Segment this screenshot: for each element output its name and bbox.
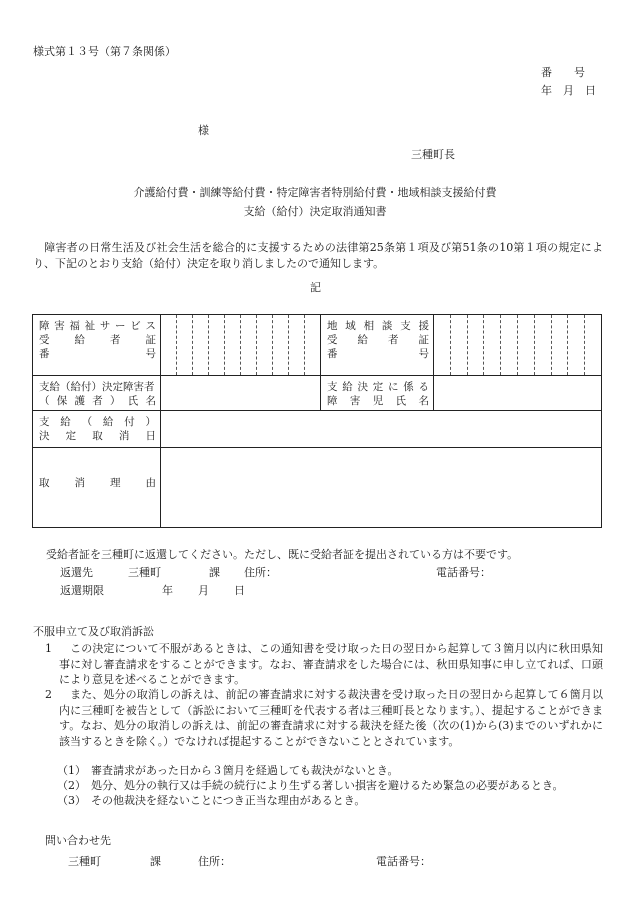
label-char: 証	[145, 334, 156, 346]
appeal-item-2: 2 また、処分の取消しの訴えは、前記の審査請求に対する裁決書を受け取った日の翌日から起算して６箇月以内に三種町を被告として（訴訟において三種町を代表する者は三種町長となります。）、提起することができます。なお、処分の取消しの訴えは、前記の審査請求に対する裁決を経た後（次の(1)から(3)までのいずれかに該当するときを除く。）でなければ提起することができないこととされています。	[45, 688, 603, 748]
label-char: ス	[145, 320, 156, 332]
label-char: 消	[74, 477, 85, 489]
appeal-item-1: 1 この決定について不服があるときは、この通知書を受け取った日の翌日から起算して３箇月以内に秋田県知事に対し審査請求をすることができます。なお、審査請求をした場合には、秋田県知事に申し立てれば、口頭により意見を述べることができます。	[45, 642, 603, 686]
return-deadline-month: 月	[198, 584, 209, 597]
document-number-label: 番 号	[541, 66, 585, 79]
cancellation-table	[32, 314, 602, 528]
contact-section-suffix: 課	[150, 855, 161, 868]
contact-heading: 問い合わせ先	[45, 834, 111, 847]
document-title-line1: 介護給付費・訓練等給付費・特定障害者特別給付費・地域相談支援給付費	[133, 186, 497, 199]
decision-person-label-cell	[33, 376, 161, 411]
form-number: 様式第１３号（第７条関係）	[33, 45, 176, 58]
label-char: 消	[118, 430, 130, 442]
label-char: 名	[418, 395, 429, 407]
return-note: 受給者証を三種町に返還してください。ただし、既に受給者証を提出されている方は不要です。	[46, 548, 519, 561]
label-char: 受	[39, 334, 50, 346]
label-char: 決	[39, 430, 50, 442]
cancel-date-label-cell	[33, 411, 161, 448]
cert-label-line2	[39, 333, 156, 347]
chiiki-label-line2	[327, 333, 429, 347]
contact-address-label: 住所：	[198, 855, 231, 868]
document-title-line2: 支給（給付）決定取消通知書	[243, 205, 387, 218]
label-char: 福	[69, 320, 80, 332]
label-char: 支	[327, 381, 338, 393]
return-address-label: 住所：	[244, 566, 277, 579]
cancel-date-input[interactable]	[161, 411, 602, 448]
appeal-subitem-1: （1） 審査請求があった日から３箇月を経過しても裁決がないとき。	[57, 764, 399, 777]
date-label: 年 月 日	[541, 84, 596, 97]
chiiki-label-line3	[327, 347, 429, 361]
certificate-number-input[interactable]	[161, 315, 321, 376]
contact-town: 三種町	[68, 855, 101, 868]
reason-input[interactable]	[161, 448, 602, 528]
appeal-subitem-3: （3） その他裁決を経ないことにつき正当な理由があるとき。	[57, 794, 366, 807]
label-char: 給	[60, 416, 71, 428]
label-char: 日	[145, 430, 156, 442]
label-char: 名	[145, 395, 156, 407]
label-char: 定	[65, 430, 77, 442]
child-label-line1	[327, 380, 429, 394]
cancel-date-label-line1	[39, 415, 156, 429]
label-char: 証	[418, 334, 429, 346]
label-char: 域	[345, 320, 356, 332]
contact-phone-label: 電話番号：	[376, 855, 431, 868]
label-char: 番	[39, 348, 50, 360]
label-char: 支	[400, 320, 411, 332]
label-char: 号	[418, 348, 429, 360]
label-char: 決	[357, 381, 368, 393]
label-char: 談	[381, 320, 393, 332]
chiiki-certificate-number-label-cell	[321, 315, 434, 376]
chiiki-certificate-number-input[interactable]	[434, 315, 602, 376]
certificate-number-label-cell	[33, 315, 161, 376]
issuer-name: 三種町長	[411, 148, 455, 161]
label-char: 給	[102, 416, 114, 428]
label-char: 係	[403, 381, 414, 393]
label-char: 者	[92, 395, 103, 407]
label-char: ビ	[130, 320, 141, 332]
label-char: 護	[74, 395, 85, 407]
return-town: 三種町	[128, 566, 161, 579]
cancel-date-label-line2	[39, 429, 156, 443]
label-char: 障	[39, 320, 50, 332]
label-char: ー	[115, 320, 126, 332]
decision-person-name-input[interactable]	[161, 376, 321, 411]
label-char: 障	[327, 395, 338, 407]
return-deadline-label: 返還期限	[60, 584, 104, 597]
label-char: 氏	[127, 395, 139, 407]
label-char: 取	[39, 477, 50, 489]
label-char: 番	[327, 348, 338, 360]
ki-label: 記	[310, 281, 321, 294]
return-phone-label: 電話番号：	[436, 566, 491, 579]
return-section-suffix: 課	[209, 566, 220, 579]
label-char: 氏	[395, 395, 407, 407]
decision-person-label-line2	[39, 394, 156, 408]
label-char: 者	[388, 334, 399, 346]
label-char: 給	[342, 381, 353, 393]
label-char: 相	[363, 320, 375, 332]
return-deadline-year: 年	[162, 584, 173, 597]
label-char: に	[388, 381, 399, 393]
return-destination-label: 返還先	[60, 566, 93, 579]
chiiki-label-line1	[327, 319, 429, 333]
cert-label-line3	[39, 347, 156, 361]
label-char: 保	[56, 395, 68, 407]
appeal-subitem-2: （2） 処分、処分の執行又は手続の続行により生ずる著しい損害を避けるため緊急の必要があるとき。	[57, 779, 564, 792]
label-char: 児	[372, 395, 384, 407]
label-char: 号	[145, 348, 156, 360]
label-char: 者	[110, 334, 121, 346]
label-char: 害	[349, 395, 361, 407]
label-char: る	[418, 381, 429, 393]
label-char: 受	[327, 334, 338, 346]
label-char: 理	[110, 477, 121, 489]
label-char: （	[39, 395, 50, 407]
cert-label-line1	[39, 319, 156, 333]
child-name-input[interactable]	[434, 376, 602, 411]
intro-paragraph: 障害者の日常生活及び社会生活を総合的に支援するための法律第25条第１項及び第51条の10第１項の規定により、下記のとおり支給（給付）決定を取り消しましたので通知します。	[33, 241, 603, 270]
label-char: ）	[110, 395, 121, 407]
recipient-suffix: 様	[198, 124, 209, 137]
label-char: 由	[145, 477, 156, 489]
label-char: 地	[327, 320, 338, 332]
label-char: ）	[145, 416, 156, 428]
decision-person-label-line1: 支給（給付）決定障害者	[39, 381, 155, 393]
reason-label-cell	[33, 448, 161, 528]
label-char: 支	[39, 416, 50, 428]
label-char: 祉	[84, 320, 96, 332]
label-char: 取	[92, 430, 103, 442]
label-char: 援	[418, 320, 429, 332]
return-deadline-day: 日	[234, 584, 245, 597]
label-char: 給	[357, 334, 368, 346]
label-char: 給	[74, 334, 85, 346]
child-name-label-cell	[321, 376, 434, 411]
appeal-heading: 不服申立て及び取消訴訟	[33, 625, 154, 638]
reason-label	[39, 476, 156, 490]
label-char: 害	[54, 320, 65, 332]
label-char: サ	[99, 320, 111, 332]
label-char: 付	[124, 416, 135, 428]
label-char: 定	[372, 381, 384, 393]
child-label-line2	[327, 394, 429, 408]
label-char: （	[81, 416, 93, 428]
